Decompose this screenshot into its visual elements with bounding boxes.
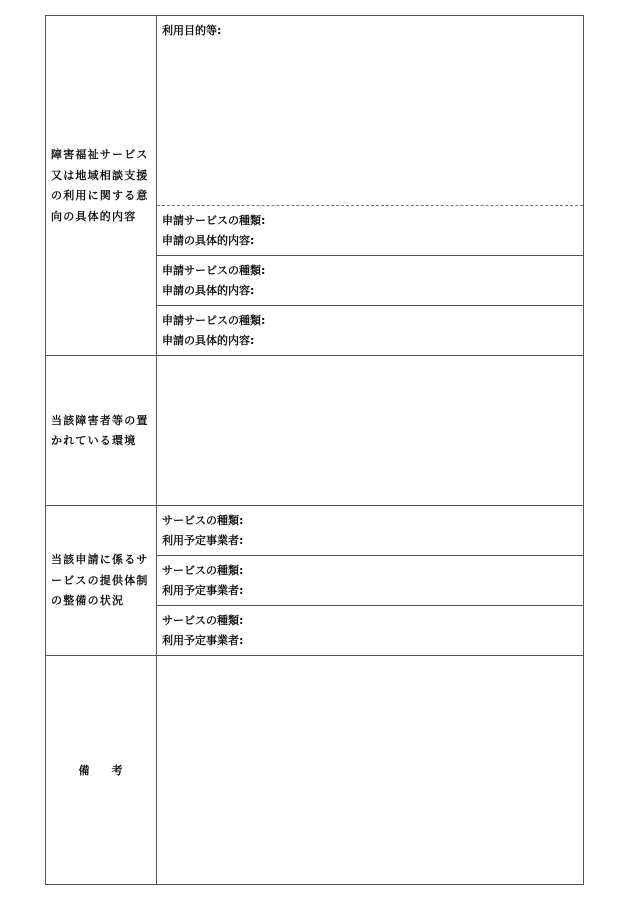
dashed-divider — [157, 205, 583, 206]
provision-label: 当該申請に係るサ ービスの提供体制 の整備の状況 — [51, 553, 149, 608]
purpose-label: 利用目的等: — [162, 24, 222, 37]
intent-label: 障害福祉サービス 又は地域相談支援 の利用に関する意 向の具体的内容 — [51, 148, 149, 223]
remarks-label-cell — [46, 656, 157, 884]
request-type-label: 申請サービスの種類: — [162, 214, 266, 227]
service-type-label: サービスの種類: — [162, 564, 244, 577]
row-divider — [157, 305, 583, 306]
service-type-label: サービスの種類: — [162, 614, 244, 627]
assessment-form-table — [45, 15, 584, 885]
request-entry-3[interactable] — [162, 311, 577, 351]
purpose-field[interactable] — [162, 21, 577, 41]
row-divider — [157, 555, 583, 556]
request-entry-1[interactable] — [162, 211, 577, 251]
provision-entry-2[interactable] — [162, 561, 577, 601]
request-entry-2[interactable] — [162, 261, 577, 301]
row-divider — [157, 255, 583, 256]
environment-field[interactable] — [157, 356, 583, 506]
provision-entry-3[interactable] — [162, 611, 577, 651]
intent-label-cell — [46, 16, 157, 356]
provider-label: 利用予定事業者: — [162, 534, 244, 547]
service-type-label: サービスの種類: — [162, 514, 244, 527]
row-divider — [157, 605, 583, 606]
remarks-section — [46, 656, 583, 884]
intent-section — [46, 16, 583, 356]
provider-label: 利用予定事業者: — [162, 584, 244, 597]
remarks-label: 備 考 — [78, 764, 123, 777]
request-detail-label: 申請の具体的内容: — [162, 234, 255, 247]
request-type-label: 申請サービスの種類: — [162, 314, 266, 327]
provision-entry-1[interactable] — [162, 511, 577, 551]
environment-section — [46, 356, 583, 506]
request-detail-label: 申請の具体的内容: — [162, 334, 255, 347]
provider-label: 利用予定事業者: — [162, 634, 244, 647]
column-divider — [156, 16, 157, 884]
request-type-label: 申請サービスの種類: — [162, 264, 266, 277]
request-detail-label: 申請の具体的内容: — [162, 284, 255, 297]
environment-label: 当該障害者等の置 かれている環境 — [51, 413, 149, 447]
remarks-field[interactable] — [157, 656, 583, 884]
provision-section — [46, 506, 583, 656]
environment-label-cell — [46, 356, 157, 506]
provision-label-cell — [46, 506, 157, 656]
